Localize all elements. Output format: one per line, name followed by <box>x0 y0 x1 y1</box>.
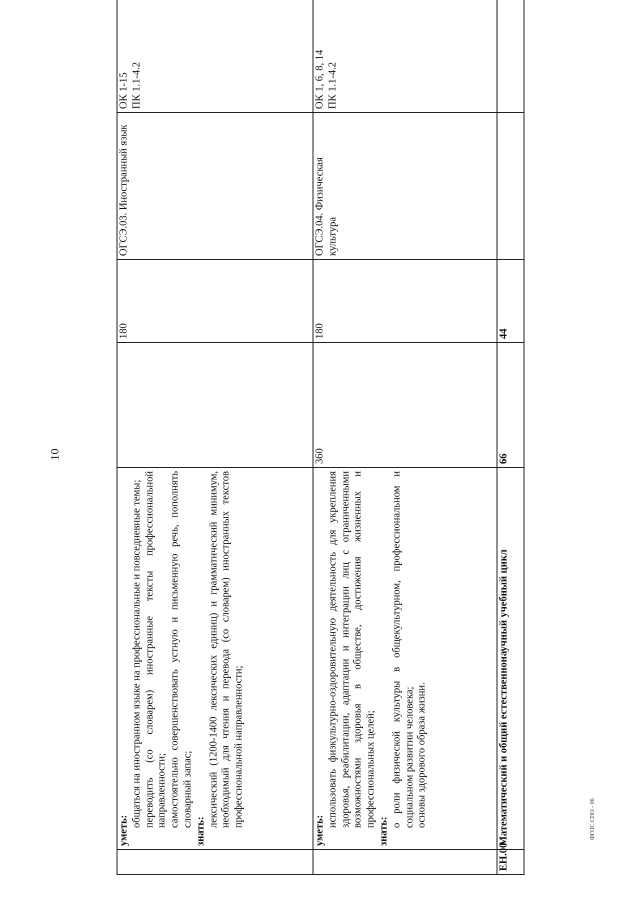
curriculum-table <box>117 0 525 875</box>
content-line: переводить (со словарем) иностранные тексты профессиональной направленности; <box>144 471 168 828</box>
cell-content <box>497 468 524 850</box>
content-heading: знать: <box>378 816 390 846</box>
cell-discipline <box>497 113 524 260</box>
cell-mandatory-hours: 180 <box>313 260 497 343</box>
cell-mandatory-hours: 44 <box>497 260 524 343</box>
content-heading: уметь: <box>118 814 130 846</box>
content-line: самостоятельно совершенствовать устную и письменную речь, пополнять словарный запас; <box>169 471 194 828</box>
cell-code: ЕН.00 <box>497 850 524 875</box>
cell-competencies <box>497 0 524 113</box>
cell-mandatory-hours: 180 <box>117 260 313 343</box>
cell-discipline: ОГСЭ.03. Иностранный язык <box>117 113 313 260</box>
cell-competencies: ОК 1-15 ПК 1.1-4.2 <box>117 0 313 113</box>
content-line: использовать физкультурно-оздоровительную деятельность для укрепления здоровья, реабилитации, адаптации и интеграции лиц с ограниченными возможностями здоровья в обществе, достижения жизненных и профессиональных целей; <box>327 471 377 828</box>
content-line: лексический (1200-1400 лексических единиц) и грамматический минимум, необходимый для чтения и перевода (со словарем) иностранных текстов профессиональной направленности; <box>208 471 245 828</box>
content-line: о роли физической культуры в общекультурном, профессиональном и социальном развитии человека; <box>391 471 416 828</box>
table-row <box>117 0 313 875</box>
cell-total-hours: 66 <box>497 343 524 468</box>
table-row <box>497 0 524 875</box>
footer-label: ФГОС СПО - 06 <box>590 798 596 840</box>
cell-content <box>117 468 313 850</box>
content-line: основы здорового образа жизни. <box>416 682 428 828</box>
cell-total-hours <box>117 343 313 468</box>
content-line: общаться на иностранном языке на профессиональные и повседневные темы; <box>131 479 143 828</box>
page-number: 10 <box>47 448 62 461</box>
rotated-table-container <box>117 29 524 875</box>
content-heading: знать: <box>195 816 207 846</box>
cell-code <box>117 850 313 875</box>
cell-content <box>313 468 497 850</box>
table-row <box>313 0 497 875</box>
cell-total-hours: 360 <box>313 343 497 468</box>
cell-code <box>313 850 497 875</box>
cell-discipline: ОГСЭ.04. Физическая культура <box>313 113 497 260</box>
cell-competencies: ОК 1, 6, 8, 14 ПК 1.1-4.2 <box>313 0 497 113</box>
content-heading: Математический и общий естественнонаучный учебный цикл <box>498 549 510 846</box>
content-heading: уметь: <box>314 814 326 846</box>
